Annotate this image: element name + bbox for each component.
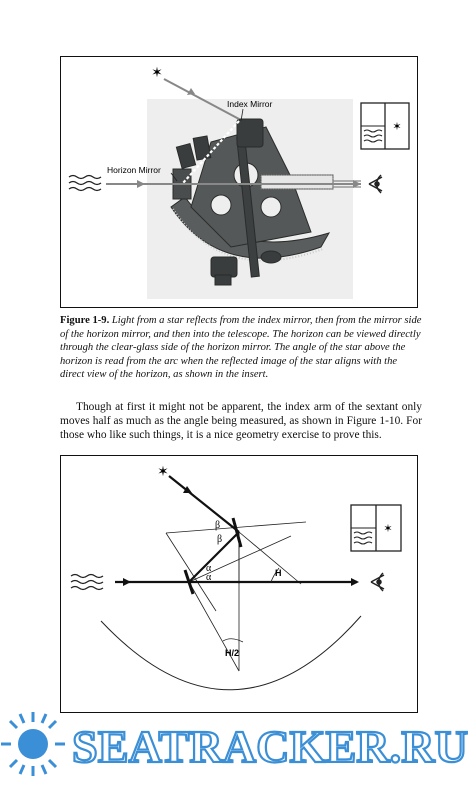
- star-icon: ✶: [151, 66, 163, 81]
- alpha-label-bottom: α: [206, 572, 212, 583]
- figure-1-9-drawing: [61, 57, 416, 306]
- beta-label-bottom: β: [217, 534, 223, 545]
- horizon-ray-arrowhead-1: [123, 578, 131, 586]
- beta-label-top: β: [215, 520, 221, 531]
- h-half-angle-label: H/2: [225, 648, 240, 658]
- body-paragraph: [60, 400, 422, 442]
- index-mirror-label: Index Mirror: [227, 99, 273, 109]
- watermark-graphic: [0, 706, 474, 780]
- figure-number: Figure 1-9.: [60, 315, 110, 326]
- horizon-waves-icon: [71, 575, 103, 590]
- horizon-insert: [351, 505, 401, 551]
- star-icon: ✶: [157, 465, 169, 480]
- reflected-ray: [189, 532, 239, 582]
- alpha-label-top: α: [206, 563, 212, 574]
- star-ray: [169, 476, 239, 532]
- eye-icon: [369, 175, 382, 193]
- horizon-waves-icon: [69, 176, 101, 191]
- horizon-mirror-label: Horizon Mirror: [107, 165, 161, 175]
- caption-text: Light from a star reflects from the index mirror, then from the mirror side of the horizon mirror, and then into the telescope. The horizon can be viewed directly through the clear-glass side of the horizon mirror. The angle of the star above the horizon is read from the arc when the reflected image of the star aligns with the direct view of the horizon, as shown in the insert.: [60, 315, 422, 381]
- sun-logo-icon: [1, 712, 65, 776]
- horizon-ray-arrowhead-1: [137, 180, 145, 188]
- figure-1-10: [60, 455, 418, 713]
- eye-icon: [371, 573, 384, 591]
- insert-star-icon: ✶: [392, 121, 402, 133]
- horizon-insert: [361, 103, 409, 149]
- watermark-text: SEATRACKER.RU: [72, 721, 468, 772]
- figure-1-10-diagram: [61, 456, 416, 711]
- figure-caption: [60, 314, 422, 382]
- watermark: [0, 706, 474, 780]
- h-angle-label: H: [275, 568, 282, 578]
- figure-1-9: [60, 56, 418, 308]
- horizon-ray-arrowhead-2: [351, 578, 359, 586]
- insert-star-icon: ✶: [383, 523, 393, 535]
- body-paragraph-text: Though at first it might not be apparent, the index arm of the sextant only moves half as much as the angle being measured, as shown in Figure 1-10. For those who like such things, it is a nice geometry exercise to prove this.: [60, 401, 422, 441]
- angle-h-half-arc: [223, 639, 243, 642]
